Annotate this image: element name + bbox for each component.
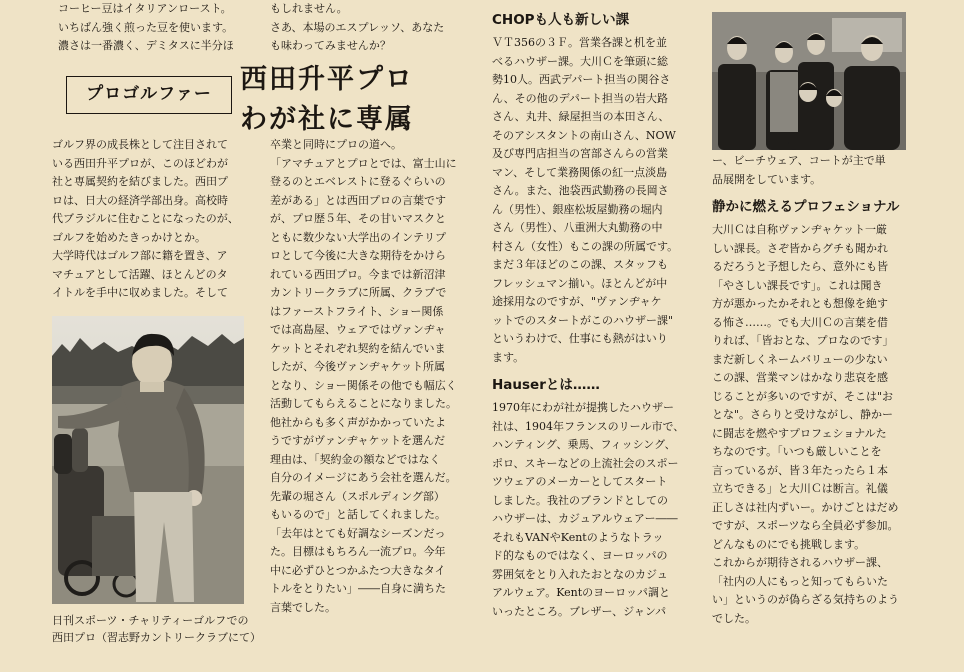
article-line: 登るのとエベレストに登るぐらいの [270,175,446,188]
hauser-line: アルウェア。Kentのヨーロッパ調と [492,586,670,599]
headline-title-line1: 西田升平プロ [240,64,414,95]
article-line: 中に必ずひとつかふたつ大きなタイ [270,563,446,577]
pro-line: る怖さ……。でも大川Ｃの言葉を借 [712,315,888,329]
hauser-line: それもVANやKentのようなトラッ [492,530,664,544]
pro-line: 正しさは社内ずいー。かけごとはだめ [712,500,899,514]
chop-line: 村さん（女性）もこの課の所属です。 [492,239,679,253]
hauser-line: ハンティング、乗馬、フィッシング、 [492,438,676,451]
article-line: 代ブラジルに住むことになったのが、 [52,212,239,225]
article-column-1 [52,136,252,303]
article-line: ともに数少ない大学出のインテリプ [270,230,446,244]
chop-line: べるハウザー課。大川Ｃを筆頭に総 [492,54,668,68]
pro-line: じることが多いのですが、そこは"お [712,389,894,403]
hauser-line: 社は、1904年フランスのリール市で、 [492,419,685,433]
hauser-line: ポロ、スキーなどの上流社会のスポー [492,456,679,470]
article-line: マチュアとして活躍、ほとんどのタ [52,267,228,281]
pro-line: まだ新しくネームバリューの少ない [712,352,888,366]
article-line: 卒業と同時にプロの道へ。 [270,138,402,151]
top-fragment-col2 [270,0,470,56]
caption-line: 日刊スポーツ・チャリティーゴルフでの [52,614,249,627]
hauser-line: しました。我社のブランドとしての [492,493,668,507]
staff-group-photo [712,12,906,150]
pro-line: ですが、スポーツなら全員必ず参加。 [712,519,899,532]
chop-line: ん、その他のデパート担当の岩大路 [492,91,668,105]
chop-section-heading: CHOPも人も新しい課 [492,12,630,28]
pro-line: い」というのが偽らざる気持ちのよう [712,593,899,606]
article-line: れている西田プロ。今までは新沼津 [270,267,446,281]
article-line: 言葉でした。 [270,600,336,614]
chop-line: マン、そして業務関係の紅一点淡島 [492,165,668,179]
pro-line: りれば、「皆おとな、プロなのです」 [712,334,894,347]
chop-line: ます。 [492,350,525,364]
article-line: カントリークラブに所属、クラブで [270,286,447,299]
pro-line: 大川Ｃは自称ヴァンヂャケット一厳 [712,223,888,236]
chop-line: まだ３年ほどのこの課、スタッフも [492,258,668,271]
article-line: 品展開をしています。 [712,172,822,186]
article-column-3 [492,10,696,621]
hauser-line: いったところ。ブレザー、ジャンパ [492,604,667,618]
article-line: うですがヴァンヂャケットを選んだ [270,434,446,447]
hauser-line: ド的なものではなく、ヨーロッパの [492,549,668,562]
pro-line: とな"。さらりと受けながし、静かー [712,408,894,421]
chop-line: というわけで、仕事にも熱がはいり [492,332,668,345]
article-line: 活動してもらえることになりました。 [270,397,457,410]
fragment-line: も味わってみませんか？ [270,39,391,52]
fragment-line: いちばん強く煎った豆を使います。 [58,20,234,34]
chop-line: フレッシュマン揃い。ほとんどが中 [492,276,668,290]
fragment-line: もしれません。 [270,2,348,15]
hauser-line: ハウザーは、カジュアルウェアー―― [492,512,678,525]
hauser-line: 1970年にわが社が提携したハウザー [492,401,674,414]
chop-line: ん（男性）、銀座松坂屋勤務の堀内 [492,202,663,216]
headline-label-box [66,76,232,114]
article-line: ロとして今後に大きな期待をかけら [270,249,446,262]
headline-title [240,60,480,140]
fragment-line: 濃さは一番濃く、デミタスに半分ほ [58,39,234,52]
article-line: 他社からも多く声がかかっていたよ [270,415,446,429]
chop-line: さん。また、池袋西武勤務の長岡さ [492,184,669,197]
chop-line: ットでのスタートがこのハウザー課" [492,313,674,327]
article-line: が、プロ歴５年、その甘いマスクと [270,212,446,225]
fragment-line: さあ、本場のエスプレッソ、あなた [270,20,445,34]
pro-line: 方が悪かったかそれとも想像を絶す [712,297,888,310]
hauser-line: 雰囲気をとり入れたおとなのカジュ [492,567,668,581]
headline-title-line2: わが社に専属 [240,104,414,135]
chop-line: そのアシスタントの南山さん、NOW [492,128,676,142]
chop-line: 及び専門店担当の宮部さんらの営業 [492,147,668,160]
pro-line: 「社内の人にもっと知ってもらいた [712,574,888,588]
article-line: た。目標はもちろん一流プロ。今年 [270,545,446,558]
article-line: ゴルフを始めたきっかけとか。 [52,230,206,244]
article-column-2 [270,136,476,617]
pro-line: でした。 [712,611,756,625]
article-line: ゴルフ界の成長株として注目されて [52,138,228,151]
article-line: もいるので」と話してくれました。 [270,508,446,521]
article-line: 社と専属契約を結びました。西田プ [52,175,228,188]
top-fragment-col1 [58,0,254,56]
pro-line: 「やさしい課長です」。これは聞き [712,278,883,292]
chop-line: さん（男性）、八重洲大丸勤務の中 [492,221,663,234]
article-line: いる西田升平プロが、このほどわが [52,156,228,170]
pro-line: 立ちできる」と大川Ｃは断言。礼儀 [712,482,888,495]
article-line: 理由は、「契約金の額などではなく [270,452,441,466]
golfer-photo [52,316,244,604]
article-line: 「去年はとても好調なシーズンだっ [270,526,446,540]
chop-line: 勢10人。西武デパート担当の関谷さ [492,73,671,86]
hauser-section-heading: Hauserとは…… [492,377,600,393]
article-line: ロは、日大の経済学部出身。高校時 [52,193,228,207]
pro-section-heading: 静かに燃えるプロフェショナル [712,199,900,215]
caption-line: 西田プロ（習志野カントリークラブにて） [52,631,261,644]
article-line: では高島屋、ウェアではヴァンヂャ [270,323,446,336]
article-line: したが、今後ヴァンヂャケット所属 [270,360,446,373]
photo-caption [52,612,262,646]
article-line: 先輩の堀さん（スポルディング部） [270,489,445,503]
pro-line: これからが期待されるハウザー課、 [712,556,888,569]
chop-line: 途採用なのですが、"ヴァンヂャケ [492,295,662,308]
article-line: ケットとそれぞれ契約を結んでいま [270,341,446,355]
article-line: 大学時代はゴルフ部に籍を置き、ア [52,249,228,262]
article-line: はファーストフライト、ショー関係 [270,304,444,318]
fragment-line: コーヒー豆はイタリアンロースト。 [58,2,232,15]
article-column-4 [712,152,912,628]
pro-line: 言っているが、皆３年たったら１本 [712,463,888,477]
article-line: ー、ビーチウェア、コートが主で単 [712,154,886,167]
article-line: トルをとりたい」――自身に満ちた [270,582,446,595]
article-line: イトルを手中に収めました。そして [52,286,228,299]
article-line: 「アマチュアとプロとでは、富士山に [270,156,457,170]
headline-label: プロゴルファー [86,84,212,104]
pro-line: ちなのです。「いつも厳しいことを [712,445,882,458]
chop-line: さん、丸井、緑屋担当の本田さん、 [492,110,670,123]
hauser-line: ツウェアのメーカーとしてスタート [492,475,668,488]
chop-line: ＶＴ356の３Ｆ。営業各課と机を並 [492,36,667,49]
pro-line: この課、営業マンはかなり悲哀を感 [712,371,888,384]
pro-line: どんなものにでも挑戦します。 [712,537,866,551]
pro-line: に闘志を燃やすプロフェショナルた [712,426,887,440]
pro-line: しい課長。さぞ皆からグチも聞かれ [712,241,888,255]
article-line: 差がある」とは西田プロの言葉です [270,193,446,207]
article-line: となり、ショー関係その他でも幅広く [270,378,457,392]
article-line: 自分のイメージにあう会社を選んだ。 [270,471,457,484]
pro-line: るだろうと予想したら、意外にも皆 [712,260,888,273]
